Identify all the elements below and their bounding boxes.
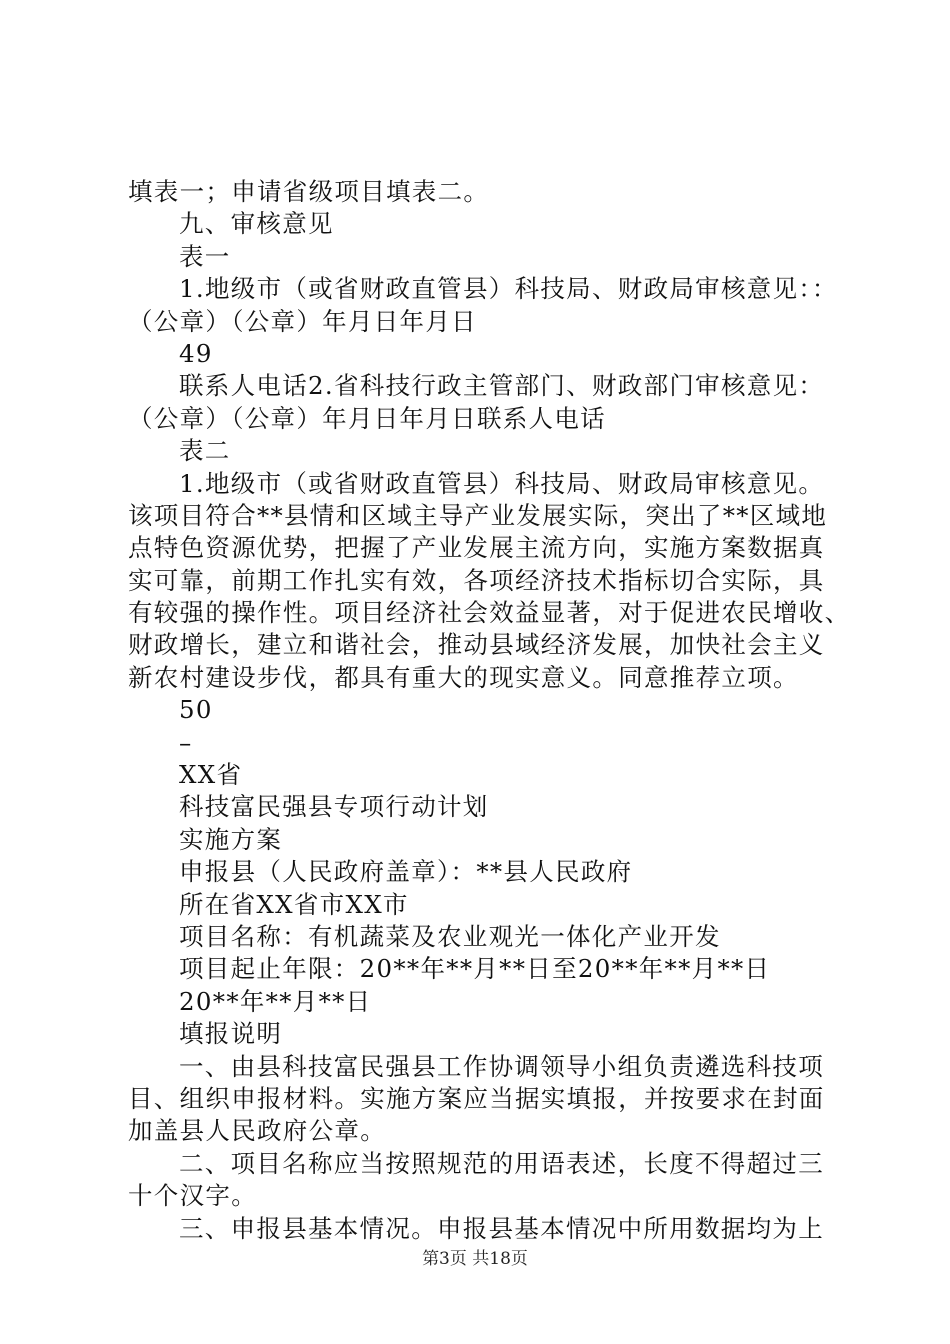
text-line: 填报说明 xyxy=(179,1019,283,1049)
text-line: 二、项目名称应当按照规范的用语表述，长度不得超过三 xyxy=(179,1148,824,1178)
text-line: 该项目符合**县情和区域主导产业发展实际，突出了**区域地 xyxy=(128,500,828,530)
text-line: 财政增长，建立和谐社会，推动县域经济发展，加快社会主义 xyxy=(128,630,825,660)
text-line: 20**年**月**日 xyxy=(179,986,372,1016)
text-line: 九、审核意见 xyxy=(179,209,334,239)
text-line: 49 xyxy=(179,338,213,368)
text-line: – xyxy=(179,727,193,757)
text-line: 填表一；申请省级项目填表二。 xyxy=(128,177,490,206)
page-footer: 第3页 共18页 xyxy=(422,1249,528,1269)
text-line: 所在省XX省市XX市 xyxy=(179,889,409,919)
text-line: 申报县（人民政府盖章）：**县人民政府 xyxy=(179,857,633,887)
text-line: 科技富民强县专项行动计划 xyxy=(179,792,489,822)
text-line: （公章）（公章）年月日年月日联系人电话 xyxy=(128,403,606,433)
text-line: 实可靠，前期工作扎实有效，各项经济技术指标切合实际，具 xyxy=(128,565,825,595)
text-line: 表二 xyxy=(179,436,231,466)
text-line: 50 xyxy=(179,695,213,725)
text-line: 新农村建设步伐，都具有重大的现实意义。同意推荐立项。 xyxy=(128,662,799,692)
text-line: 表一 xyxy=(179,241,231,271)
text-line: 项目名称：有机蔬菜及农业观光一体化产业开发 xyxy=(179,921,721,951)
text-line: 联系人电话2.省科技行政主管部门、财政部门审核意见： xyxy=(179,371,825,401)
text-line: 三、申报县基本情况。申报县基本情况中所用数据均为上 xyxy=(179,1213,824,1243)
text-line: 加盖县人民政府公章。 xyxy=(128,1116,386,1146)
text-line: 一、由县科技富民强县工作协调领导小组负责遴选科技项 xyxy=(179,1051,824,1081)
text-line: 1.地级市（或省财政直管县）科技局、财政局审核意见。 xyxy=(179,468,825,498)
text-line: 实施方案 xyxy=(179,824,283,854)
text-line: （公章）（公章）年月日年月日 xyxy=(128,306,477,336)
text-line: XX省 xyxy=(179,760,243,790)
text-line: 1.地级市（或省财政直管县）科技局、财政局审核意见：： xyxy=(179,274,838,304)
text-line: 有较强的操作性。项目经济社会效益显著，对于促进农民增收、 xyxy=(128,598,851,628)
text-line: 项目起止年限：20**年**月**日至20**年**月**日 xyxy=(179,954,771,984)
text-line: 目、组织申报材料。实施方案应当据实填报，并按要求在封面 xyxy=(128,1083,825,1113)
text-line: 十个汉字。 xyxy=(128,1181,257,1211)
text-line: 点特色资源优势，把握了产业发展主流方向，实施方案数据真 xyxy=(128,533,825,563)
document-body xyxy=(128,176,851,1245)
